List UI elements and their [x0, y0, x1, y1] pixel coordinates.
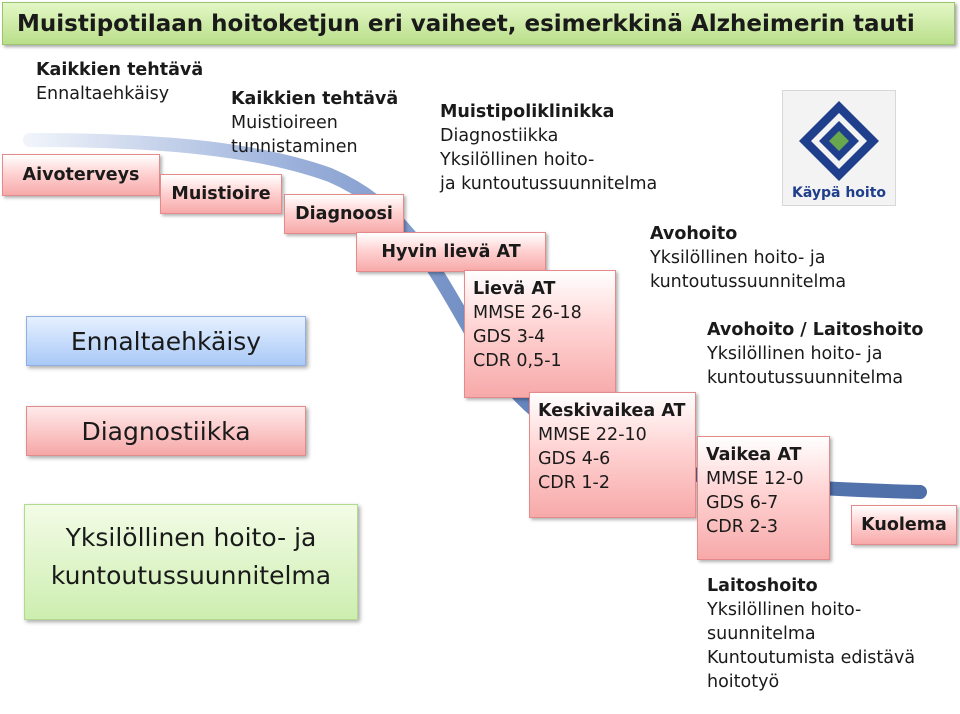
- step-cdr: CDR 0,5-1: [473, 351, 562, 371]
- legend-hoitosuunnitelma: [24, 504, 358, 620]
- legend-diagnostiikka: Diagnostiikka: [26, 406, 306, 456]
- stage-desc: kuntoutussuunnitelma: [707, 368, 904, 388]
- step-hyvin-lieva-at: Hyvin lievä AT: [356, 232, 546, 272]
- step-mmse: MMSE 12-0: [706, 469, 804, 489]
- stage-kaikkien-tunnistaminen: [231, 87, 398, 159]
- stage-avohoito: [650, 222, 846, 294]
- stage-desc: Yksilöllinen hoito- ja: [650, 248, 826, 268]
- stage-label: Kaikkien tehtävä: [36, 60, 204, 80]
- stage-label: Muistipoliklinikka: [440, 102, 615, 122]
- stage-desc: Kuntoutumista edistävä: [707, 648, 916, 668]
- step-gds: GDS 6-7: [706, 493, 779, 513]
- step-cdr: CDR 2-3: [706, 517, 778, 537]
- step-vaikea-at: [697, 436, 830, 560]
- step-label: Lievä AT: [473, 279, 556, 299]
- stage-kaikkien-ennaltaehkaisy: [36, 58, 203, 106]
- stage-desc: Yksilöllinen hoito-: [440, 150, 595, 170]
- stage-desc: Muistioireen: [231, 113, 338, 133]
- stage-muistipoliklinikka: [440, 100, 657, 196]
- diamond-logo-icon: [783, 97, 895, 183]
- stage-desc: Diagnostiikka: [440, 126, 559, 146]
- stage-desc: suunnitelma: [707, 624, 816, 644]
- kaypa-hoito-logo: [782, 90, 896, 206]
- step-cdr: CDR 1-2: [538, 473, 610, 493]
- step-keskivaikea-at: [529, 392, 696, 518]
- stage-desc: Yksilöllinen hoito-: [707, 600, 862, 620]
- legend-text: Yksilöllinen hoito- ja: [65, 523, 317, 552]
- step-lieva-at: [464, 270, 616, 398]
- step-kuolema: Kuolema: [851, 505, 957, 545]
- stage-label: Avohoito: [650, 224, 738, 244]
- stage-label: Kaikkien tehtävä: [231, 89, 399, 109]
- legend-ennaltaehkaisy: Ennaltaehkäisy: [26, 316, 306, 366]
- legend-text: kuntoutussuunnitelma: [50, 561, 332, 590]
- step-mmse: MMSE 22-10: [538, 425, 647, 445]
- stage-desc: tunnistaminen: [231, 137, 358, 157]
- stage-laitoshoito: [707, 574, 915, 694]
- stage-desc: hoitotyö: [707, 672, 780, 692]
- stage-desc: Yksilöllinen hoito- ja: [707, 344, 883, 364]
- step-aivoterveys: Aivoterveys: [2, 154, 160, 196]
- step-mmse: MMSE 26-18: [473, 303, 582, 323]
- page-title: Muistipotilaan hoitoketjun eri vaiheet, esimerkkinä Alzheimerin tauti: [2, 2, 955, 45]
- stage-desc: kuntoutussuunnitelma: [650, 272, 847, 292]
- logo-text: Käypä hoito: [791, 185, 887, 201]
- step-gds: GDS 4-6: [538, 449, 611, 469]
- step-muistioire: Muistioire: [160, 174, 282, 214]
- step-diagnoosi: Diagnoosi: [284, 194, 404, 234]
- step-label: Keskivaikea AT: [538, 401, 686, 421]
- stage-desc: Ennaltaehkäisy: [36, 84, 170, 104]
- stage-label: Avohoito / Laitoshoito: [707, 320, 924, 340]
- stage-avohoito-laitoshoito: [707, 318, 923, 390]
- step-label: Vaikea AT: [706, 445, 802, 465]
- stage-label: Laitoshoito: [707, 576, 818, 596]
- stage-desc: ja kuntoutussuunnitelma: [440, 174, 658, 194]
- step-gds: GDS 3-4: [473, 327, 546, 347]
